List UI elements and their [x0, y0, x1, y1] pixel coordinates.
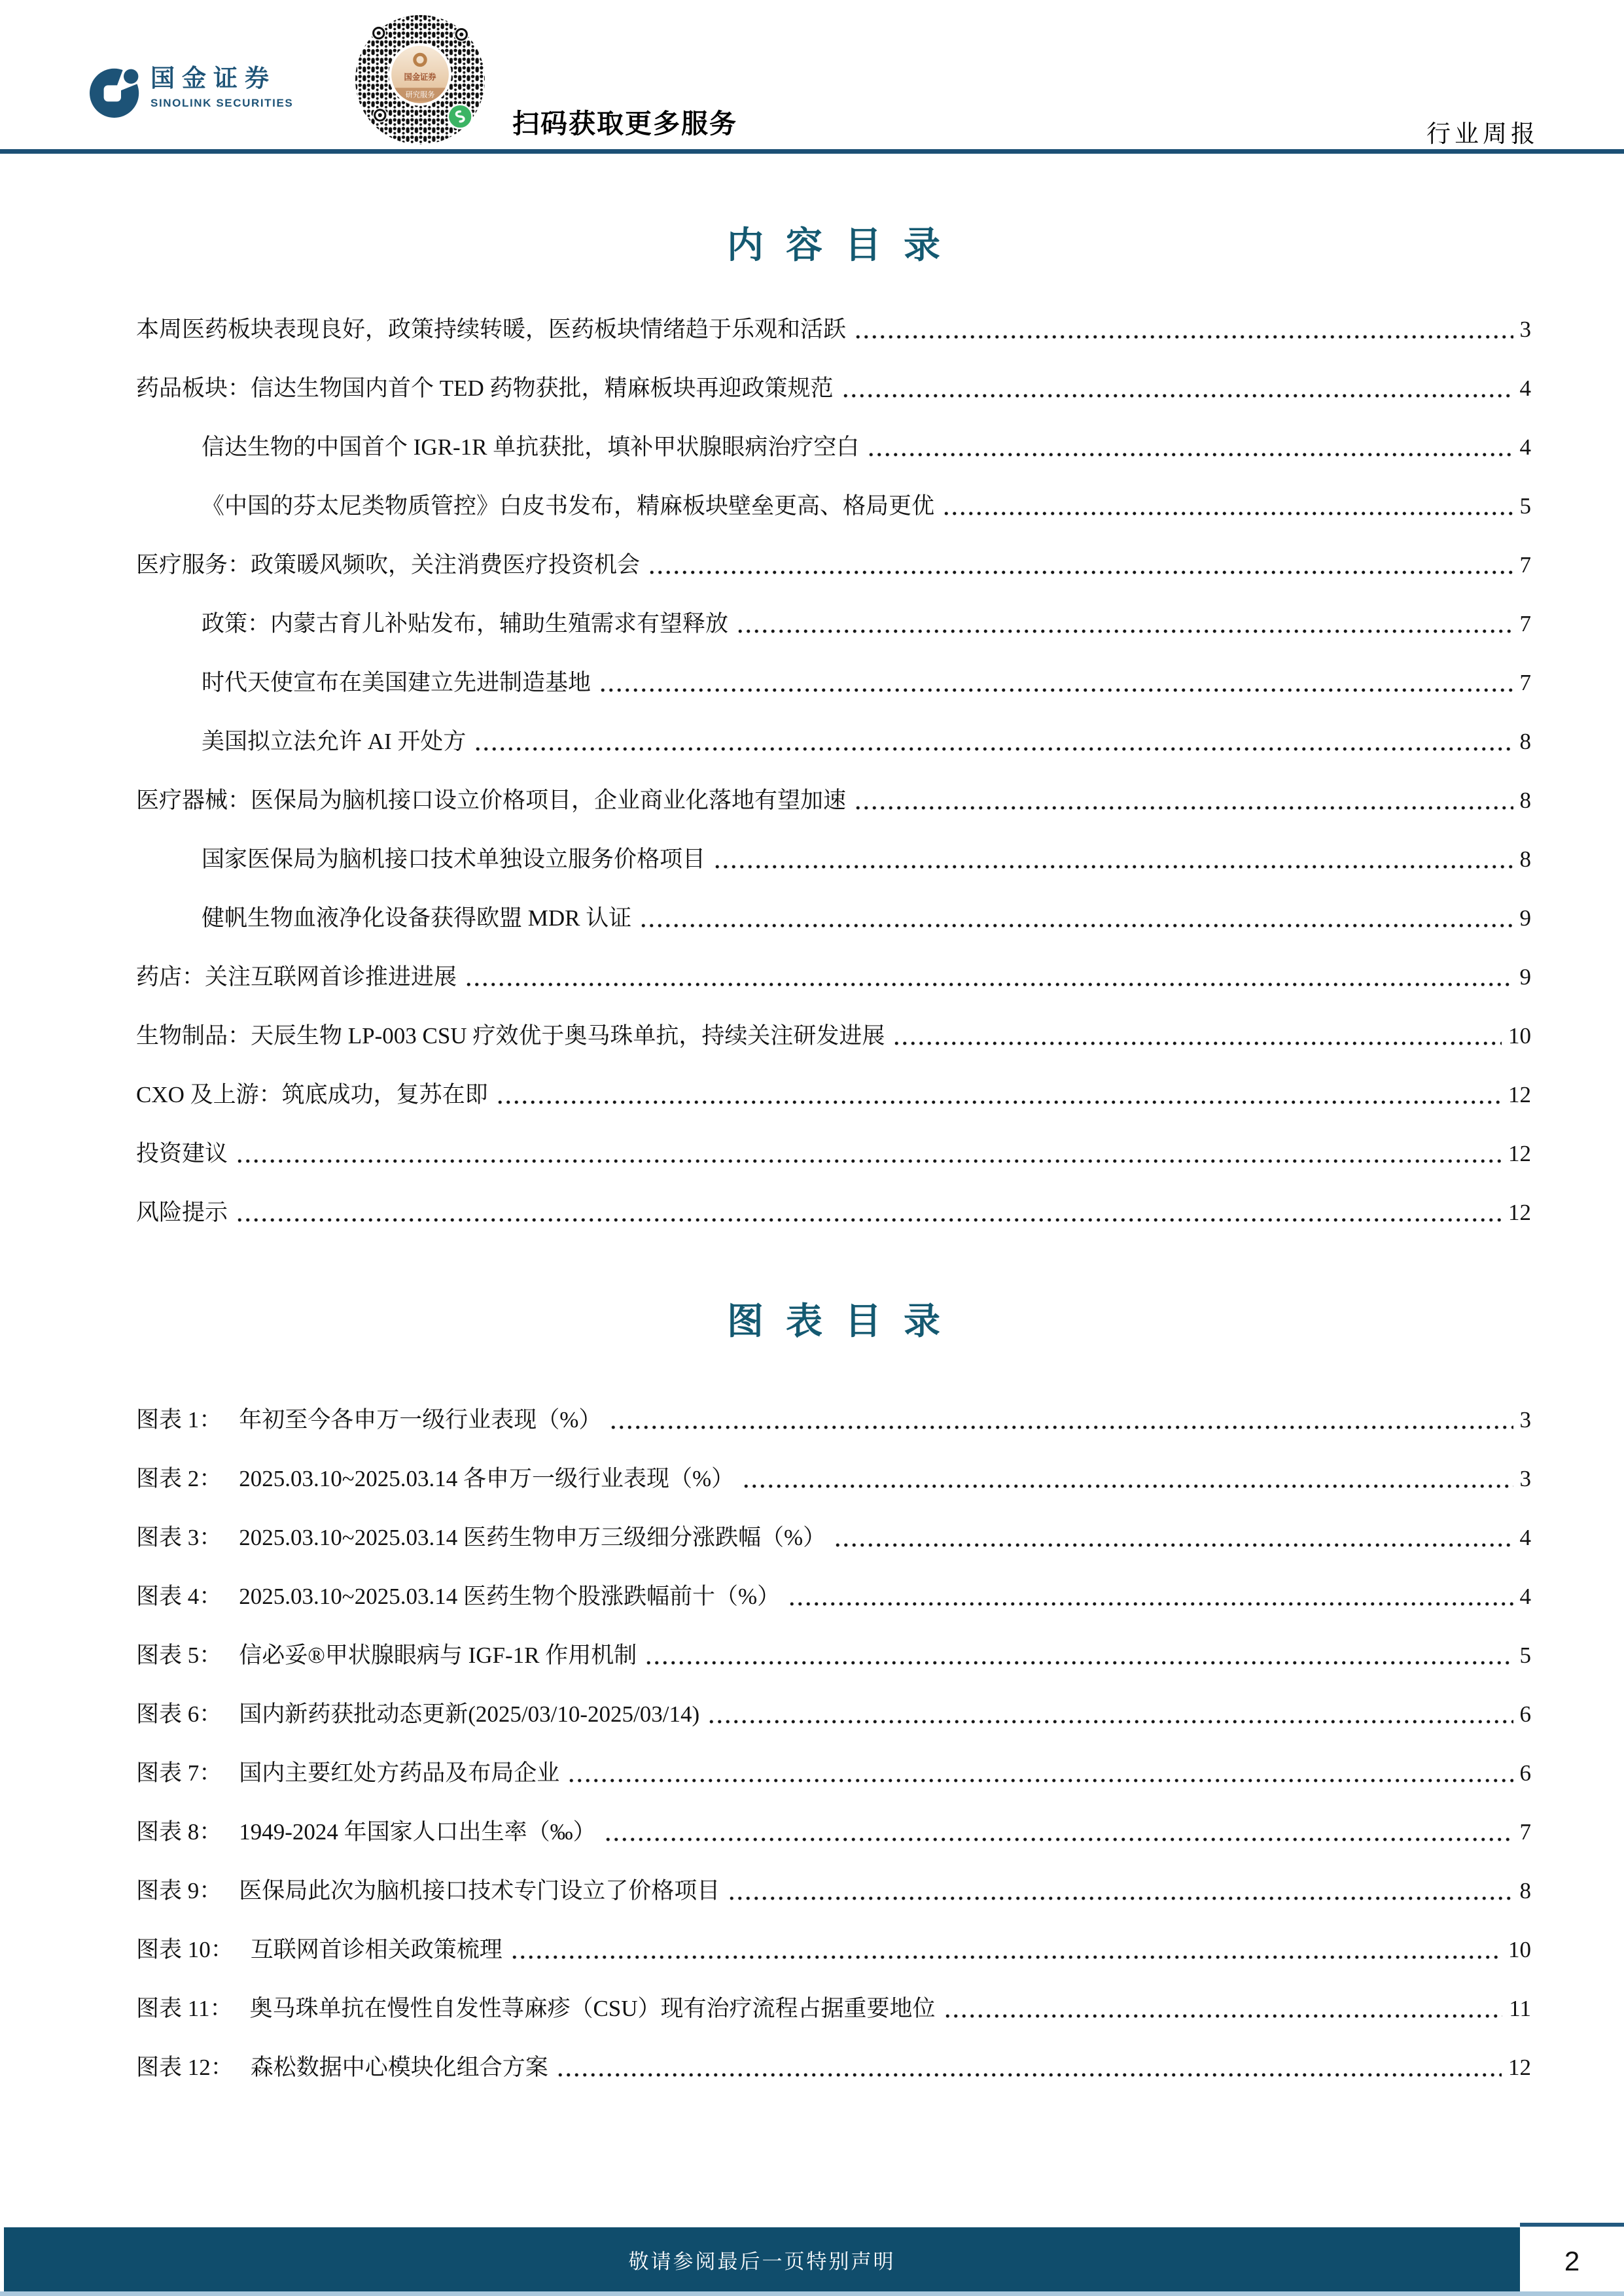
figure-toc-entry[interactable]	[136, 1465, 1531, 1493]
footer-disclaimer: 敬请参阅最后一页特别声明	[628, 2250, 896, 2273]
content-toc-entry[interactable]	[136, 492, 1531, 521]
dot-leader	[834, 1540, 1513, 1550]
toc-entry-text: 国内主要红处方药品及布局企业	[239, 1760, 560, 1786]
dot-leader	[465, 980, 1513, 989]
qr-center-name: 国金证券	[404, 73, 436, 82]
dot-leader	[639, 921, 1513, 930]
dot-leader	[556, 2070, 1502, 2079]
toc-entry-text: 生物制品：天辰生物 LP-003 CSU 疗效优于奥马珠单抗，持续关注研发进展	[136, 1023, 885, 1049]
toc-entry-text: 《中国的芬太尼类物质管控》白皮书发布，精麻板块壁垒更高、格局更优	[202, 493, 935, 519]
figure-label: 图表 2：	[136, 1466, 222, 1491]
content-toc-entry[interactable]	[136, 786, 1531, 815]
content-toc-entry[interactable]	[136, 904, 1531, 933]
figure-label: 图表 5：	[136, 1643, 222, 1668]
toc-page-number: 12	[1508, 1200, 1531, 1225]
page-number: 2	[1564, 2245, 1580, 2276]
toc-entry-text: 医保局此次为脑机接口技术专门设立了价格项目	[239, 1878, 720, 1904]
figure-label: 图表 11：	[136, 1996, 233, 2021]
dot-leader	[648, 568, 1513, 577]
figure-label: 图表 9：	[136, 1878, 222, 1904]
toc-entry-text: 国内新药获批动态更新(2025/03/10-2025/03/14)	[239, 1701, 700, 1727]
content-toc-entry[interactable]	[136, 963, 1531, 992]
figure-toc-entry[interactable]	[136, 1700, 1531, 1729]
toc-entry-text: 风险提示	[136, 1200, 228, 1225]
page-bottom-line	[0, 2291, 1624, 2296]
dot-leader	[644, 1658, 1513, 1667]
content-toc-title: 内容目录	[727, 226, 962, 266]
toc-page-number: 3	[1519, 1466, 1531, 1491]
dot-leader	[788, 1599, 1513, 1609]
dot-leader	[841, 391, 1513, 400]
qr-caption: 扫码获取更多服务	[512, 109, 737, 139]
figure-toc-title: 图表目录	[727, 1302, 962, 1342]
toc-page-number: 6	[1519, 1760, 1531, 1786]
toc-page-number: 6	[1519, 1701, 1531, 1727]
dot-leader	[854, 803, 1513, 812]
toc-page-number: 3	[1519, 317, 1531, 342]
dot-leader	[496, 1098, 1502, 1107]
toc-page-number: 8	[1519, 1878, 1531, 1904]
dot-leader	[867, 450, 1513, 459]
figure-label: 图表 7：	[136, 1760, 222, 1786]
figure-toc-entry[interactable]	[136, 1406, 1531, 1435]
figure-label: 图表 1：	[136, 1407, 222, 1433]
toc-page-number: 4	[1519, 1525, 1531, 1550]
figure-label: 图表 10：	[136, 1937, 234, 1962]
dot-leader	[854, 332, 1513, 341]
toc-entry-text: 国家医保局为脑机接口技术单独设立服务价格项目	[202, 846, 706, 872]
content-toc-entry[interactable]	[136, 669, 1531, 697]
dot-leader	[892, 1039, 1502, 1048]
dot-leader	[604, 1835, 1513, 1844]
toc-entry-text: 本周医药板块表现良好，政策持续转暖，医药板块情绪趋于乐观和活跃	[136, 317, 847, 342]
toc-entry-text: 政策：内蒙古育儿补贴发布，辅助生殖需求有望释放	[202, 611, 729, 636]
toc-entry-text: 2025.03.10~2025.03.14 医药生物个股涨跌幅前十（%）	[239, 1584, 781, 1609]
toc-page-number: 12	[1508, 1082, 1531, 1107]
toc-entry-text: CXO 及上游：筑底成功，复苏在即	[136, 1082, 488, 1107]
toc-entry-text: 投资建议	[136, 1141, 228, 1166]
toc-page-number: 8	[1519, 729, 1531, 754]
figure-toc-entry[interactable]	[136, 1759, 1531, 1788]
toc-entry-text: 2025.03.10~2025.03.14 各申万一级行业表现（%）	[239, 1466, 735, 1491]
dot-leader	[567, 1776, 1513, 1785]
figure-toc-entry[interactable]	[136, 1818, 1531, 1847]
qr-center-band: 研究服务	[405, 91, 435, 99]
toc-page-number: 5	[1519, 1643, 1531, 1668]
toc-page-number: 9	[1519, 964, 1531, 990]
toc-page-number: 7	[1519, 611, 1531, 636]
toc-entry-text: 信达生物的中国首个 IGR-1R 单抗获批，填补甲状腺眼病治疗空白	[202, 434, 860, 460]
company-name-cn: 国金证券	[150, 65, 276, 92]
toc-entry-text: 互联网首诊相关政策梳理	[250, 1937, 503, 1962]
content-toc-list	[136, 315, 1531, 1227]
toc-page-number: 12	[1508, 2055, 1531, 2080]
toc-entry-text: 健帆生物血液净化设备获得欧盟 MDR 认证	[202, 905, 632, 931]
figure-toc-entry[interactable]	[136, 1936, 1531, 1964]
dot-leader	[510, 1953, 1502, 1962]
figure-label: 图表 6：	[136, 1701, 222, 1727]
figure-toc-list	[136, 1406, 1531, 2082]
header-divider	[0, 149, 1624, 154]
content-toc-entry[interactable]	[136, 1022, 1531, 1051]
toc-page-number: 10	[1508, 1937, 1531, 1962]
toc-entry-text: 药店：关注互联网首诊推进进展	[136, 964, 457, 990]
company-logo	[150, 65, 293, 110]
footer-disclaimer-bar	[4, 2227, 1520, 2291]
toc-page-number: 8	[1519, 846, 1531, 872]
toc-page-number: 7	[1519, 552, 1531, 578]
content-toc-entry[interactable]	[136, 1081, 1531, 1109]
figure-label: 图表 4：	[136, 1584, 222, 1609]
dot-leader	[236, 1157, 1502, 1166]
toc-page-number: 7	[1519, 670, 1531, 695]
toc-page-number: 9	[1519, 905, 1531, 931]
toc-page-number: 7	[1519, 1819, 1531, 1845]
toc-entry-text: 奥马珠单抗在慢性自发性荨麻疹（CSU）现有治疗流程占据重要地位	[249, 1996, 936, 2021]
dot-leader	[742, 1482, 1513, 1491]
figure-toc-entry[interactable]	[136, 1641, 1531, 1670]
toc-entry-text: 医疗器械：医保局为脑机接口设立价格项目，企业商业化落地有望加速	[136, 788, 847, 813]
dot-leader	[944, 2011, 1503, 2021]
dot-leader	[728, 1894, 1513, 1903]
figure-label: 图表 8：	[136, 1819, 222, 1845]
toc-entry-text: 美国拟立法允许 AI 开处方	[202, 729, 467, 754]
toc-page-number: 10	[1508, 1023, 1531, 1049]
content-toc-entry[interactable]	[136, 1139, 1531, 1168]
dot-leader	[736, 627, 1513, 636]
toc-entry-text: 医疗服务：政策暖风频吹，关注消费医疗投资机会	[136, 552, 641, 578]
sinolink-logo-icon	[90, 65, 142, 118]
toc-page-number: 11	[1509, 1996, 1531, 2021]
figure-toc-entry[interactable]	[136, 1994, 1531, 2023]
page-number-box	[1520, 2223, 1624, 2295]
toc-page-number: 4	[1519, 1584, 1531, 1609]
company-name-en: SINOLINK SECURITIES	[150, 97, 294, 109]
content-toc-entry[interactable]	[136, 433, 1531, 462]
toc-page-number: 3	[1519, 1407, 1531, 1433]
toc-entry-text: 时代天使宣布在美国建立先进制造基地	[202, 670, 591, 695]
dot-leader	[236, 1215, 1502, 1225]
dot-leader	[609, 1423, 1513, 1432]
toc-entry-text: 药品板块：信达生物国内首个 TED 药物获批，精麻板块再迎政策规范	[136, 375, 834, 401]
figure-toc-entry[interactable]	[136, 1877, 1531, 1905]
content-toc-entry[interactable]	[136, 551, 1531, 580]
toc-page-number: 5	[1519, 493, 1531, 519]
dot-leader	[713, 862, 1513, 871]
figure-label: 图表 3：	[136, 1525, 222, 1550]
report-type-label: 行业周报	[1426, 121, 1539, 148]
toc-page-number: 8	[1519, 788, 1531, 813]
toc-entry-text: 2025.03.10~2025.03.14 医药生物申万三级细分涨跌幅（%）	[239, 1525, 826, 1550]
figure-toc-entry[interactable]	[136, 2053, 1531, 2082]
dot-leader	[707, 1717, 1513, 1726]
toc-page-number: 12	[1508, 1141, 1531, 1166]
content-toc-entry[interactable]	[136, 315, 1531, 344]
content-toc-entry[interactable]	[136, 610, 1531, 638]
wechat-channel-icon	[448, 105, 472, 129]
toc-page-number: 4	[1519, 434, 1531, 460]
figure-toc-entry[interactable]	[136, 1582, 1531, 1611]
content-toc-section	[136, 222, 1531, 1257]
content-toc-entry[interactable]	[136, 374, 1531, 403]
toc-entry-text: 年初至今各申万一级行业表现（%）	[239, 1407, 602, 1433]
content-toc-entry[interactable]	[136, 727, 1531, 756]
content-toc-entry[interactable]	[136, 1198, 1531, 1227]
dot-leader	[599, 686, 1513, 695]
content-toc-entry[interactable]	[136, 845, 1531, 874]
toc-entry-text: 1949-2024 年国家人口出生率（‰）	[239, 1819, 596, 1845]
figure-label: 图表 12：	[136, 2055, 234, 2080]
toc-page-number: 4	[1519, 375, 1531, 401]
qr-code	[353, 13, 487, 147]
figure-toc-entry[interactable]	[136, 1523, 1531, 1552]
figure-toc-section	[136, 1298, 1531, 2112]
toc-entry-text: 信必妥®甲状腺眼病与 IGF-1R 作用机制	[239, 1643, 637, 1668]
dot-leader	[942, 509, 1513, 518]
toc-entry-text: 森松数据中心模块化组合方案	[250, 2055, 548, 2080]
dot-leader	[474, 744, 1513, 754]
